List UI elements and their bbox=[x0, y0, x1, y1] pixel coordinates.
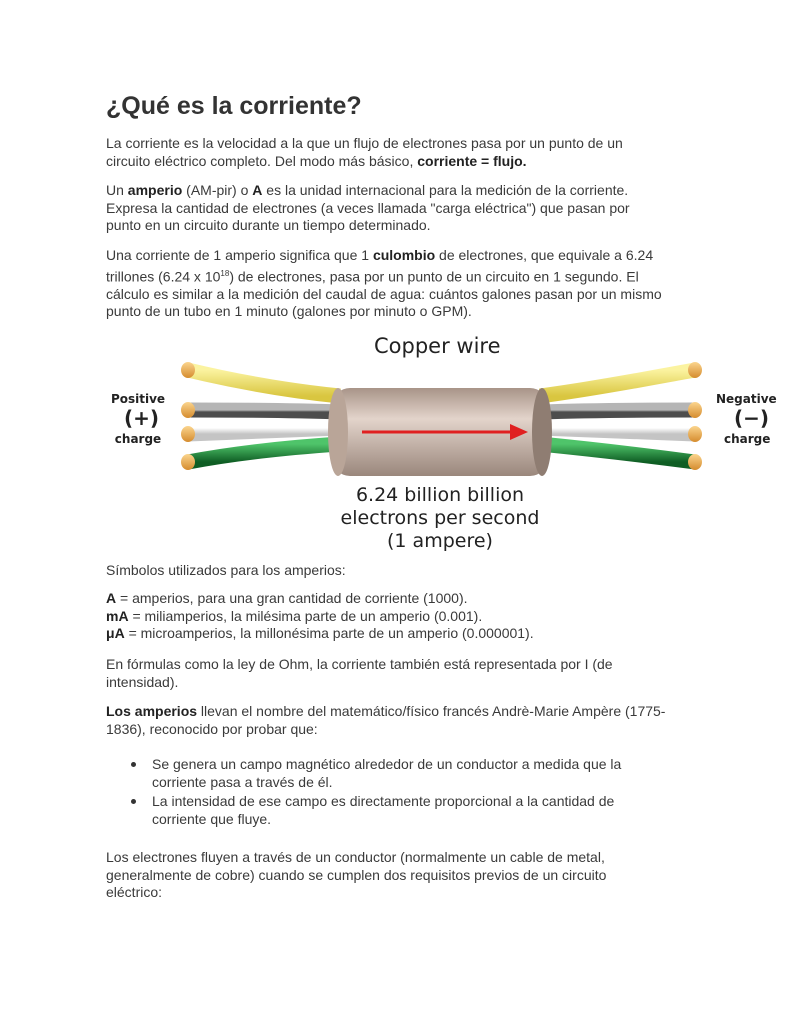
bold-term: Los amperios bbox=[106, 703, 198, 719]
positive-sign-icon: (+) bbox=[124, 406, 160, 430]
copper-tip bbox=[181, 362, 195, 378]
copper-tip bbox=[181, 402, 195, 418]
sheath-end-right bbox=[532, 388, 552, 476]
symbol-row bbox=[106, 608, 666, 626]
text-run: de electrones, que equivale a 6.24 trillones (6.24 x 10 bbox=[106, 247, 654, 285]
left-wires bbox=[181, 362, 340, 470]
wire-white-right bbox=[540, 428, 695, 434]
wire-yellow-right bbox=[540, 370, 695, 396]
right-wires bbox=[540, 362, 702, 470]
paragraph-ampere bbox=[106, 182, 666, 235]
page-title: ¿Qué es la corriente? bbox=[106, 92, 362, 120]
superscript: 18 bbox=[220, 268, 230, 278]
copper-tip bbox=[688, 402, 702, 418]
copper-tip bbox=[688, 454, 702, 470]
sheath-end-left bbox=[328, 388, 348, 476]
bold-term: corriente = flujo. bbox=[417, 152, 527, 169]
caption-line: 6.24 billion billion bbox=[355, 484, 525, 506]
list-item: La intensidad de ese campo es directamente proporcional a la cantidad de corriente que fluye. bbox=[152, 793, 672, 828]
bold-term: culombio bbox=[372, 247, 436, 263]
symbol-desc: = microamperios, la millonésima parte de un amperio (0.000001). bbox=[124, 625, 534, 641]
symbol-term: A bbox=[106, 590, 117, 606]
symbols-intro: Símbolos utilizados para los amperios: bbox=[106, 562, 346, 578]
caption-line: (1 ampere) bbox=[387, 530, 493, 552]
paragraph-definition bbox=[106, 135, 666, 170]
negative-sign-icon: (−) bbox=[734, 406, 770, 430]
symbol-term: mA bbox=[106, 607, 129, 624]
negative-charge-label: charge bbox=[724, 432, 771, 446]
paragraph-coulomb bbox=[106, 247, 666, 321]
text-run: es la unidad internacional para la medición de la corriente. Expresa la cantidad de electrones (a veces llamada "carga eléctrica") que pasan por punto en un circuito durante un tiempo determinado. bbox=[106, 182, 630, 233]
symbol-row bbox=[106, 590, 666, 608]
paragraph-ohm: En fórmulas como la ley de Ohm, la corriente también está representada por I (de intensidad). bbox=[106, 656, 613, 690]
wire-green-left bbox=[188, 444, 340, 462]
symbol-term: μA bbox=[106, 625, 125, 641]
wire-gray-left bbox=[188, 410, 340, 412]
paragraph-text: llevan el nombre del matemático/físico francés Andrè-Marie Ampère (1775-1836), reconocido por probar que: bbox=[106, 703, 666, 737]
text-run: ) de electrones, pasa por un punto de un circuito en 1 segundo. El cálculo es similar a la medición del caudal de agua: cuántos galones pasan por un mismo punto de un tubo en 1 minuto (galones por minuto o GPM). bbox=[106, 268, 662, 320]
copper-tip bbox=[688, 426, 702, 442]
symbol-row bbox=[106, 625, 666, 643]
copper-tip bbox=[181, 454, 195, 470]
copper-tip bbox=[181, 426, 195, 442]
text-run: Un bbox=[106, 182, 128, 198]
paragraph-ampere-history bbox=[106, 703, 666, 738]
wire-white-left bbox=[188, 428, 340, 434]
caption-line: electrons per second bbox=[340, 507, 540, 529]
paragraph-text: La corriente es la velocidad a la que un flujo de electrones pasa por un punto de un circuito eléctrico completo. Del modo más básico, bbox=[106, 135, 623, 169]
copper-tip bbox=[688, 362, 702, 378]
text-run: Una corriente de 1 amperio significa que 1 bbox=[106, 247, 373, 263]
symbol-desc: = miliamperios, la milésima parte de un amperio (0.001). bbox=[128, 607, 483, 624]
wire-yellow-left bbox=[188, 370, 340, 396]
symbol-desc: = amperios, para una gran cantidad de corriente (1000). bbox=[116, 590, 468, 606]
positive-charge-label: charge bbox=[114, 432, 162, 446]
paragraph-electron-flow: Los electrones fluyen a través de un conductor (normalmente un cable de metal, generalmente de cobre) cuando se cumplen dos requisitos previos de un circuito eléctrico: bbox=[106, 849, 607, 900]
list-item: Se genera un campo magnético alrededor de un conductor a medida que la corriente pasa a través de él. bbox=[152, 756, 672, 791]
text-run: (AM-pir) o bbox=[182, 182, 253, 198]
figure-title: Copper wire bbox=[374, 334, 501, 358]
positive-label: Positive bbox=[110, 392, 166, 406]
positive-sign: + bbox=[133, 406, 150, 430]
bold-term: A bbox=[252, 182, 263, 198]
figure-caption bbox=[310, 484, 570, 553]
symbols-list bbox=[106, 590, 666, 643]
wire-gray-right bbox=[540, 410, 695, 412]
negative-sign: − bbox=[743, 406, 760, 430]
copper-wire-figure bbox=[110, 330, 777, 560]
bold-term: amperio bbox=[127, 182, 183, 198]
bullet-list bbox=[106, 756, 672, 830]
negative-label: Negative bbox=[716, 392, 777, 406]
wire-green-right bbox=[540, 444, 695, 462]
